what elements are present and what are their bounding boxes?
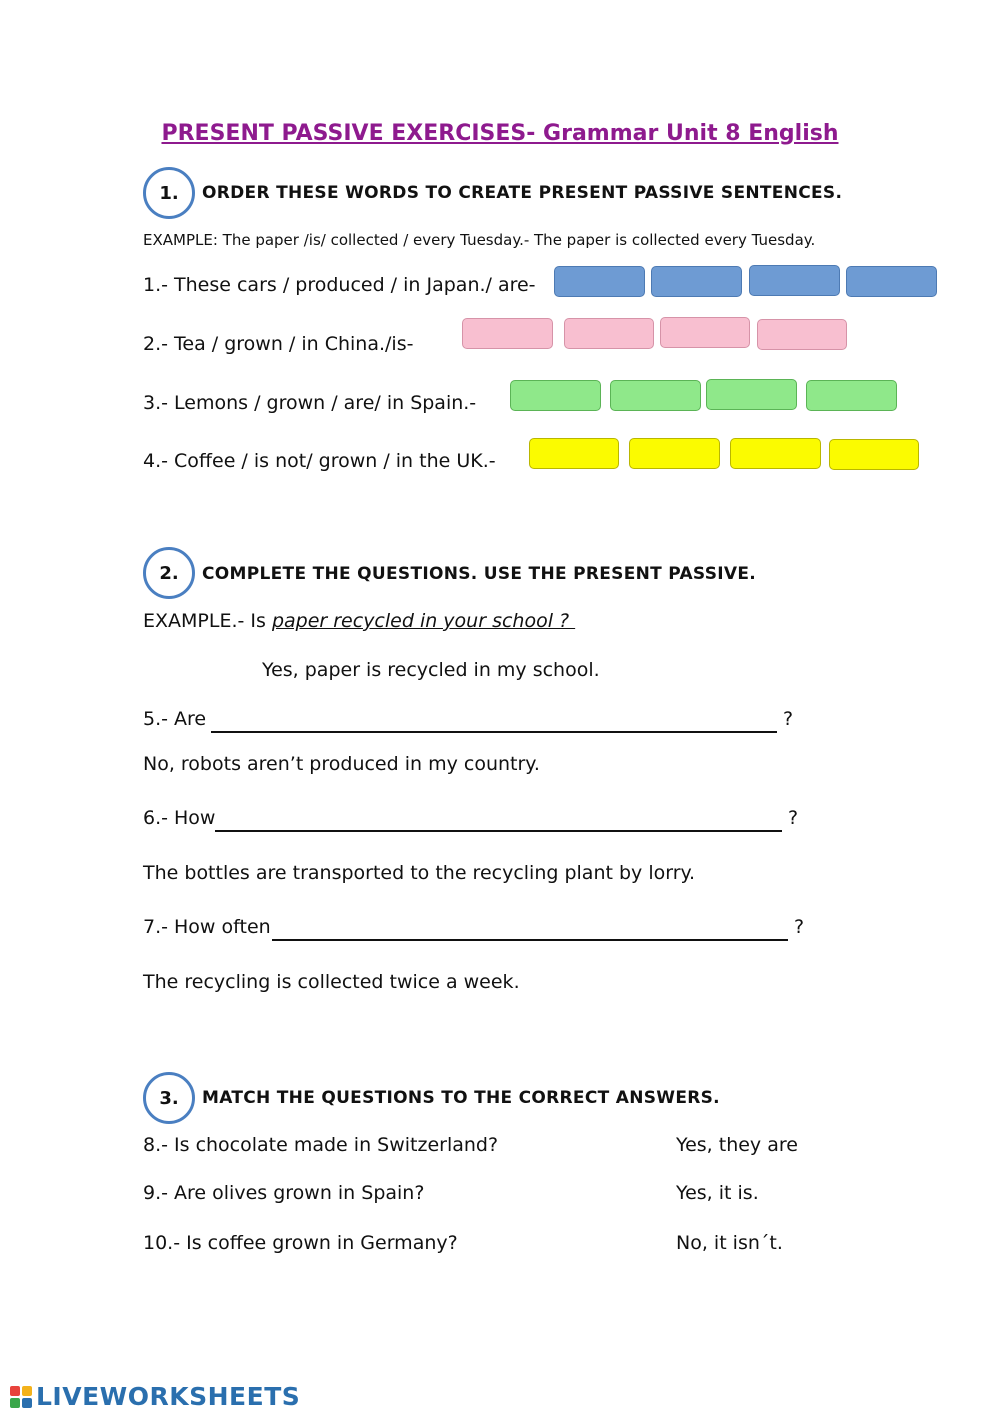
answer-slot-2-2[interactable] bbox=[564, 318, 654, 349]
logo-icon bbox=[10, 1386, 32, 1408]
section-2-example bbox=[143, 610, 575, 632]
section-1-number-badge: 1. bbox=[143, 167, 195, 219]
question-7-answer: The recycling is collected twice a week. bbox=[143, 971, 520, 993]
item-1-text: 1.- These cars / produced / in Japan./ are- bbox=[143, 274, 536, 296]
question-7-mark: ? bbox=[794, 916, 805, 938]
match-question-8[interactable]: 8.- Is chocolate made in Switzerland? bbox=[143, 1134, 499, 1156]
liveworksheets-logo bbox=[10, 1382, 300, 1411]
question-6-answer: The bottles are transported to the recycling plant by lorry. bbox=[143, 862, 696, 884]
section-1-heading: ORDER THESE WORDS TO CREATE PRESENT PASSIVE SENTENCES. bbox=[202, 183, 843, 203]
section-3-heading: MATCH THE QUESTIONS TO THE CORRECT ANSWERS. bbox=[202, 1088, 720, 1108]
example-underlined: paper recycled in your school ? bbox=[271, 610, 576, 632]
example-prefix: EXAMPLE.- Is bbox=[143, 610, 272, 632]
match-answer-1[interactable]: Yes, they are bbox=[676, 1134, 798, 1156]
answer-slot-1-3[interactable] bbox=[749, 265, 840, 296]
question-5-prefix: 5.- Are bbox=[143, 708, 207, 730]
question-6-prefix: 6.- How bbox=[143, 807, 216, 829]
item-3-text: 3.- Lemons / grown / are/ in Spain.- bbox=[143, 392, 477, 414]
answer-slot-1-1[interactable] bbox=[554, 266, 645, 297]
match-answer-2[interactable]: Yes, it is. bbox=[676, 1182, 759, 1204]
item-4-text: 4.- Coffee / is not/ grown / in the UK.- bbox=[143, 450, 496, 472]
answer-slot-3-1[interactable] bbox=[510, 380, 601, 411]
section-1-example: EXAMPLE: The paper /is/ collected / every Tuesday.- The paper is collected every Tuesday. bbox=[143, 231, 816, 249]
answer-slot-4-3[interactable] bbox=[730, 438, 821, 469]
answer-slot-3-3[interactable] bbox=[706, 379, 797, 410]
example-answer: Yes, paper is recycled in my school. bbox=[262, 659, 600, 681]
answer-slot-3-2[interactable] bbox=[610, 380, 701, 411]
logo-text: LIVEWORKSHEETS bbox=[36, 1382, 301, 1411]
page-title: PRESENT PASSIVE EXERCISES- Grammar Unit 8 English bbox=[161, 121, 839, 146]
answer-slot-1-2[interactable] bbox=[651, 266, 742, 297]
answer-slot-4-1[interactable] bbox=[529, 438, 619, 469]
question-5-input-line[interactable] bbox=[211, 731, 777, 733]
answer-slot-4-4[interactable] bbox=[829, 439, 919, 470]
match-answer-3[interactable]: No, it isn´t. bbox=[676, 1232, 783, 1254]
item-2-text: 2.- Tea / grown / in China./is- bbox=[143, 333, 414, 355]
answer-slot-2-4[interactable] bbox=[757, 319, 847, 350]
question-6-mark: ? bbox=[788, 807, 799, 829]
answer-slot-2-3[interactable] bbox=[660, 317, 750, 348]
answer-slot-3-4[interactable] bbox=[806, 380, 897, 411]
question-7-prefix: 7.- How often bbox=[143, 916, 271, 938]
question-5-answer: No, robots aren’t produced in my country. bbox=[143, 753, 540, 775]
answer-slot-4-2[interactable] bbox=[629, 438, 720, 469]
section-2-number-badge: 2. bbox=[143, 547, 195, 599]
question-7-input-line[interactable] bbox=[272, 939, 788, 941]
answer-slot-2-1[interactable] bbox=[462, 318, 553, 349]
question-5-mark: ? bbox=[783, 708, 794, 730]
section-3-number-badge: 3. bbox=[143, 1072, 195, 1124]
match-question-10[interactable]: 10.- Is coffee grown in Germany? bbox=[143, 1232, 458, 1254]
section-2-heading: COMPLETE THE QUESTIONS. USE THE PRESENT PASSIVE. bbox=[202, 564, 756, 584]
match-question-9[interactable]: 9.- Are olives grown in Spain? bbox=[143, 1182, 425, 1204]
answer-slot-1-4[interactable] bbox=[846, 266, 937, 297]
question-6-input-line[interactable] bbox=[215, 830, 782, 832]
